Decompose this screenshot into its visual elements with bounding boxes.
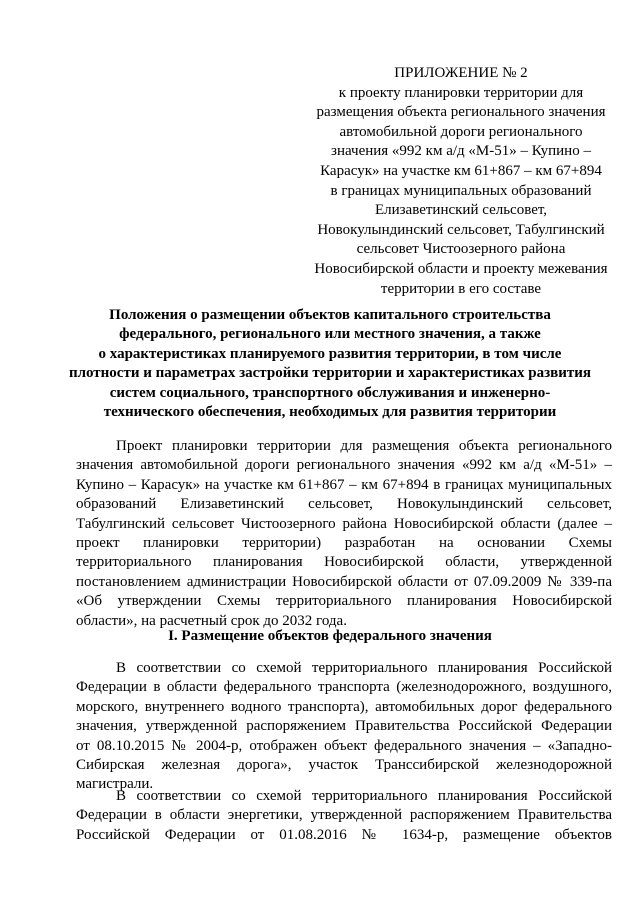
appendix-line: территории в его составе xyxy=(380,280,542,297)
appendix-line: Новосибирской области и проекту межевания xyxy=(314,260,608,277)
paragraph-line: постановлением администрации Новосибирской области от 07.09.2009 № 339-па xyxy=(76,573,612,590)
paragraph-line: проект планировки территории) разработан на основании Схемы xyxy=(76,534,612,551)
paragraph-line: В соответствии со схемой территориального планирования Российской xyxy=(116,660,612,676)
paragraph-line: значения автомобильной дороги регионального значения «992 км а/д «М-51» – xyxy=(76,457,612,474)
appendix-line: значения «992 км а/д «М-51» – Купино – xyxy=(331,143,591,160)
heading-line: систем социального, транспортного обслуживания и инженерно- xyxy=(109,384,551,401)
document-heading xyxy=(62,306,598,422)
appendix-header xyxy=(296,64,626,299)
paragraph-line: «Об утверждении Схемы территориального планирования Новосибирской xyxy=(76,593,612,610)
appendix-line: автомобильной дороги регионального xyxy=(339,123,583,140)
paragraph-line: Купино – Карасук» на участке км 61+867 – км 67+894 в границах муниципальных xyxy=(76,476,612,493)
section-paragraph xyxy=(76,787,612,845)
appendix-line: Новокулындинский сельсовет, Табулгинский xyxy=(317,221,605,238)
heading-line: Положения о размещении объектов капитального строительства xyxy=(109,307,551,323)
appendix-line: Елизаветинский сельсовет, xyxy=(374,202,548,219)
appendix-title: ПРИЛОЖЕНИЕ № 2 xyxy=(394,65,528,81)
paragraph-line: Российской Федерации от 01.08.2016 № 1634-р, размещение объектов xyxy=(76,826,612,843)
section-paragraph xyxy=(76,659,612,795)
paragraph-line: области», на расчетный срок до 2032 года. xyxy=(76,612,347,629)
paragraph-line: Табулгинский сельсовет Чистоозерного района Новосибирской области (далее – xyxy=(76,515,612,532)
paragraph-line: территориального планирования Новосибирской области, утвержденной xyxy=(76,554,612,571)
appendix-line: размещения объекта регионального значения xyxy=(316,104,606,121)
heading-line: плотности и параметрах застройки территории и характеристиках развития xyxy=(68,365,592,382)
intro-paragraph xyxy=(76,437,612,631)
appendix-line: к проекту планировки территории для xyxy=(338,84,584,101)
paragraph-line: В соответствии со схемой территориального планирования Российской xyxy=(116,788,612,804)
heading-line: о характеристиках планируемого развития территории, в том числе xyxy=(98,345,562,362)
section-title: I. Размещение объектов федерального значения xyxy=(168,628,492,644)
paragraph-line: магистрали. xyxy=(76,776,154,793)
paragraph-line: Федерации в области федерального транспорта (железнодорожного, воздушного, xyxy=(76,679,612,696)
paragraph-line: Федерации в области энергетики, утвержденной распоряжением Правительства xyxy=(76,807,612,824)
appendix-line: сельсовет Чистоозерного района xyxy=(356,241,566,258)
appendix-line: Карасук» на участке км 61+867 – км 67+894 xyxy=(320,162,602,179)
paragraph-line: от 08.10.2015 № 2004-р, отображен объект федерального значения – «Западно- xyxy=(76,737,612,754)
paragraph-line: значения, утвержденной распоряжением Правительства Российской Федерации xyxy=(76,718,612,735)
heading-line: федерального, регионального или местного значения, а также xyxy=(119,326,541,343)
paragraph-line: Проект планировки территории для размещения объекта регионального xyxy=(116,438,612,454)
paragraph-line: Сибирская железная дорога», участок Транссибирской железнодорожной xyxy=(76,756,612,773)
appendix-line: в границах муниципальных образований xyxy=(330,182,592,199)
heading-line: технического обеспечения, необходимых для развития территории xyxy=(103,404,557,421)
paragraph-line: образований Елизаветинский сельсовет, Новокулындинский сельсовет, xyxy=(76,496,612,513)
paragraph-line: морского, внутреннего водного транспорта), автомобильных дорог федерального xyxy=(76,698,612,715)
